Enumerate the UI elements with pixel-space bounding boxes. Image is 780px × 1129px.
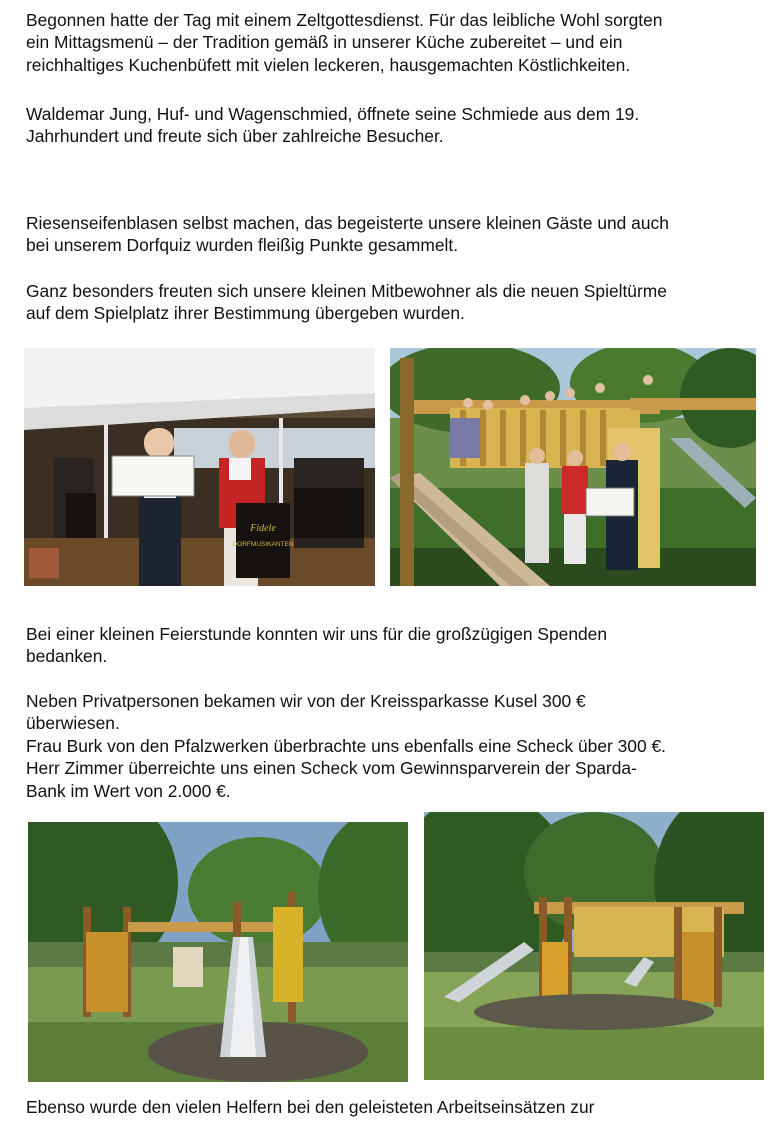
paragraph-intro: Begonnen hatte der Tag mit einem Zeltgottesdienst. Für das leibliche Wohl sorgten ein Mittagsmenü – der Tradition gemäß in unserer Küche zubereitet – und ein reichhaltiges Kuchenbüfett mit vielen leckeren, hausgemachten Köstlichkeiten. [26,10,663,75]
sign-text-dorfmusikanten: DORFMUSIKANTEN [232,541,294,548]
paragraph-donations: Neben Privatpersonen bekamen wir von der Kreissparkasse Kusel 300 € überwiesen. Frau Burk von den Pfalzwerken überbrachte uns ebenfalls eine Scheck über 300 €. Herr Zimmer überreichte uns einen Scheck vom Gewinnsparverein der Sparda- Bank im Wert von 2.000 €. [26,691,666,801]
photo-playground-tower [424,812,764,1080]
paragraph-helpers: Ebenso wurde den vielen Helfern bei den geleisteten Arbeitseinsätzen zur [26,1097,595,1117]
sign-text-fidele: Fidele [250,523,276,534]
photo-playground-slide [28,822,408,1082]
paragraph-play-towers: Ganz besonders freuten sich unsere kleinen Mitbewohner als die neuen Spieltürme auf dem Spielplatz ihrer Bestimmung übergeben wurden. [26,281,667,324]
paragraph-blacksmith: Waldemar Jung, Huf- und Wagenschmied, öffnete seine Schmiede aus dem 19. Jahrhundert und freute sich über zahlreiche Besucher. [26,104,640,147]
paragraph-soap-bubbles: Riesenseifenblasen selbst machen, das begeisterte unsere kleinen Gäste und auch bei unserem Dorfquiz wurden fleißig Punkte gesammelt. [26,213,669,256]
paragraph-ceremony: Bei einer kleinen Feierstunde konnten wir uns für die großzügigen Spenden bedanken. [26,624,608,667]
photo-playground-cheque [390,348,756,586]
photo-band-cheque [24,348,375,586]
